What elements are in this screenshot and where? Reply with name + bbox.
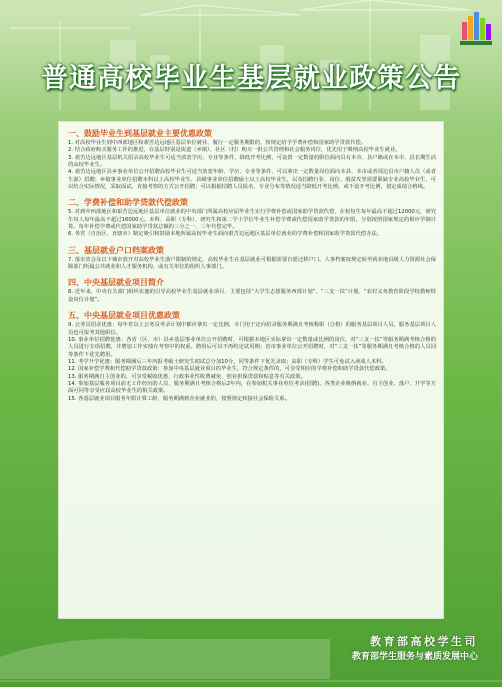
logo-icon xyxy=(458,8,494,48)
policy-item: 5. 对到中西部地区和艰苦边远地区基层单位就业的中央部门所属高校应届毕业生实行学费补偿或国家助学贷款代偿，在校每生每年最高不超过12000元，研究生每人每年最高不超过16000元。本科、高职（专科）、研究生和第二学士学位毕业生补偿学费或代偿国家助学贷款的年限，分别按照国家规定的相应学制计算。每年补偿学费或代偿国家助学贷款总额的三分之一，三年代偿完毕。 xyxy=(68,209,436,231)
footer xyxy=(352,634,478,664)
policy-item: 15. 各基层就业项目服务年限计算工龄，服务期满到企业就业的，按照规定转接社会保险关系。 xyxy=(68,395,290,402)
section-5 xyxy=(59,310,443,403)
policy-item: 13. 服务期满自主创业的，可享受税收优惠、行政事业性收费减免、创业担保贷款和贴息等有关政策。 xyxy=(68,373,306,380)
section-1 xyxy=(59,128,443,191)
section-2 xyxy=(59,197,443,238)
policy-item: 6. 各省（自治区、直辖市）制定吸引和鼓励本地所属高校毕业生面向艰苦边远地区基层单位就业的学费补偿和国家助学贷款代偿办法。 xyxy=(68,231,382,238)
policy-item: 14. 参加基层服务项目前无工作经历的人员，服务期满且考核合格后2年内，在参加机关事业单位考录(招聘)、各类企业吸纳就业、自主创业、落户、升学等方面可同等享受应届高校毕业生的相关政策。 xyxy=(68,380,436,395)
policy-item: 10. 事业单位招聘优惠：各省（区、市）县乡基层事业单位公开招聘时，可根据本地区实际拿出一定数量或比例的岗位，对“三支一扶”等服务期满考核合格的人员进行专项招聘，并增加工作实绩在考察中的权重。聘用后可以不再约定试用期；省市事业单位公开招聘时，对“三支一扶”等服务期满且考核合格的人员同等条件下优先聘用。 xyxy=(68,336,436,358)
section-title: 五、中央基层就业项目优惠政策 xyxy=(68,311,180,321)
section-title: 四、中央基层就业项目简介 xyxy=(68,278,164,288)
policy-item: 11. 考学升学优惠：服务期满后三年内报考硕士研究生初试总分加10分，同等条件下优先录取；高职（专科）学生可免试入读成人本科。 xyxy=(68,358,387,365)
policy-item: 2. 结合政府购买服务工作的推进，在基层特别是街道（乡镇）、社区（村）购买一批公共管理和社会服务岗位，优先用于吸纳高校毕业生就业。 xyxy=(68,147,401,154)
page-title: 普通高校毕业生基层就业政策公告 xyxy=(41,63,461,94)
section-title: 二、学费补偿和助学贷款代偿政策 xyxy=(68,198,188,208)
section-title: 三、基层就业户口档案政策 xyxy=(68,245,164,255)
footer-org-2: 教育部学生服务与素质发展中心 xyxy=(351,652,478,662)
section-4 xyxy=(59,277,443,304)
policy-item: 9. 公务员招录优惠：每年省以上公务员考录计划中都应拿出一定比例，专门用于定向招录服务期满且考核称职（合格）的服务基层项目人员。服务基层项目人员也可报考其他职位。 xyxy=(68,322,436,336)
footer-org-1: 教育部高校学生司 xyxy=(370,635,478,648)
policy-item: 8. 近年来，中央有关部门组织实施的引导高校毕业生基层就业项目，主要包括“大学生志愿服务西部计划”、“三支一扶”计划、“农村义务教育阶段学校教师特设岗位计划”。 xyxy=(68,289,436,303)
policy-content-panel xyxy=(58,121,444,619)
policy-item: 1. 对高校毕业生到中西部地区和艰苦边远地区基层单位就业、履行一定服务期限的，按规定给予学费补偿和国家助学贷款代偿。 xyxy=(68,140,367,146)
section-title: 一、鼓励毕业生到基层就业主要优惠政策 xyxy=(68,129,212,138)
policy-item: 12. 国家补偿学费和代偿助学贷款政策：参加中央基层就业项目的毕业生，符合规定条件的，可享受相应的学费补偿和助学贷款代偿政策。 xyxy=(68,366,391,373)
section-3 xyxy=(59,245,443,272)
policy-item: 4. 艰苦边远地区县乡事业单位公开招聘高校毕业生可适当放宽年龄、学历、专业等条件，可以拿出一定数量岗位面向本县、本市或者周边县市户籍人员（或者生源）招聘；乡镇事业单位招聘本科以上高校毕业生、县级事业单位招聘硕士以上高校毕业生，以及招聘行业、岗位、脱贫攻坚需要紧缺专业高校毕业生，可以结合实际情况，采取面试、直接考察的方式公开招聘；可以根据招聘人员报名、专业分布等情况适当降低开考比例，或不设开考比例，划定成绩合格线。 xyxy=(68,169,436,191)
policy-item: 7. 落实省会及以下城市放开对高校毕业生落户限制的规定，高校毕业生在基层就业可根据需要自愿迁移户口。人事档案按规定转至就业地县级人力资源社会保障部门所属公共就业和人才服务机构，或有关单位的组织人事部门。 xyxy=(68,256,436,271)
policy-item: 3. 艰苦边远地区基层机关招录高校毕业生可适当放宽学历、专业等条件，降低开考比例，可设置一定数量的职位面向具有本市、县户籍或在本市、县长期生活的高校毕业生。 xyxy=(68,154,436,169)
